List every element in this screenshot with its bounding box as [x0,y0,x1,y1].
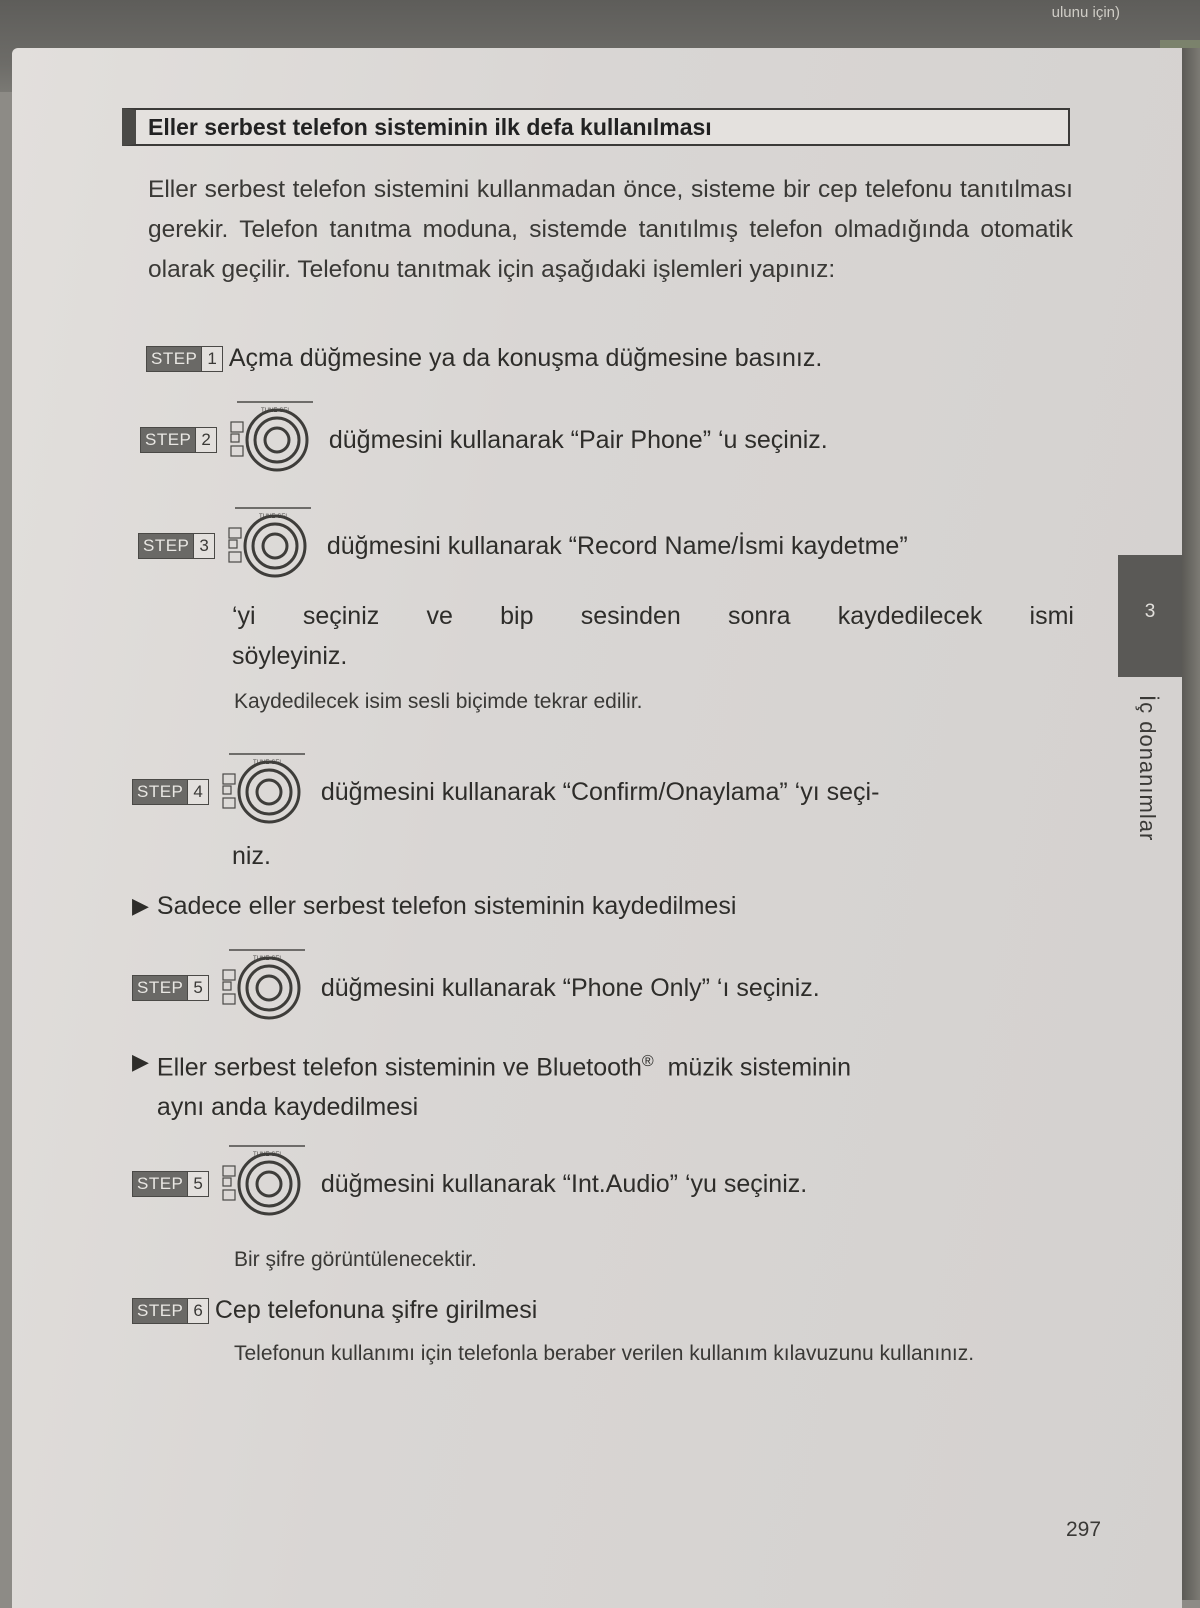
step-text: Cep telefonuna şifre girilmesi [214,1296,538,1324]
step-text: düğmesini kullanarak “Phone Only” ‘ı seçiniz. [320,973,820,1002]
step-2 [140,400,828,480]
step-text: düğmesini kullanarak “Int.Audio” ‘yu seçiniz. [320,1169,808,1198]
tune-sel-knob-icon [221,948,307,1028]
knob-caption: TUNE·SEL [252,760,283,766]
chapter-number: 3 [1144,601,1156,622]
tune-sel-knob-icon [227,506,313,586]
tune-sel-knob-icon [221,1144,307,1224]
tune-sel-knob-icon [221,752,307,832]
page-number: 297 [1066,1518,1102,1541]
step-text: düğmesini kullanarak “Confirm/Onaylama” ‘yı seçi- [320,777,880,806]
step-5-phone-only [132,948,820,1028]
page-edge [1182,48,1200,1600]
step-4 [132,752,879,832]
intro-paragraph: Eller serbest telefon sistemini kullanmadan önce, sisteme bir cep telefonu tanıtılması gerekir. Telefon tanıtma moduna, sistemde tanıtılmış telefon olmadığında otomatik olarak geçilir. Telefonu tanıtmak için aşağıdaki işlemleri yapınız: [148,176,1073,283]
step-text: Açma düğmesine ya da konuşma düğmesine basınız. [228,344,823,372]
arrow-item-text: Eller serbest telefon sisteminin ve Bluetooth® müzik sisteminin aynı anda kaydedilmesi [156,1053,851,1122]
step-text: düğmesini kullanarak “Pair Phone” ‘u seçiniz. [328,425,828,454]
step-6 [132,1296,537,1325]
step-3-continuation: ‘yi seçiniz ve bip sesinden sonra kaydedilecek ismi [232,602,1074,630]
step-3 [138,506,908,586]
step-5-note: Bir şifre görüntülenecektir. [234,1248,477,1271]
step-5-int-audio [132,1144,807,1224]
step-badge: STEP 3 [138,533,215,559]
step-text: düğmesini kullanarak “Record Name/İsmi kaydetme” [326,531,908,560]
step-badge: STEP 5 [132,975,209,1001]
step-badge: STEP 5 [132,1171,209,1197]
chapter-tab [1118,555,1182,677]
arrow-item [132,1042,1076,1127]
triangle-right-icon: ▶ [132,893,149,918]
knob-caption: TUNE·SEL [252,1152,283,1158]
step-4-continuation: niz. [232,842,271,870]
chapter-label: İç donanımlar [1135,695,1160,842]
section-title: Eller serbest telefon sisteminin ilk defa kullanılması [122,108,1070,146]
running-header: ulunu için) [1051,4,1120,21]
step-badge: STEP 2 [140,427,217,453]
tune-sel-knob-icon [229,400,315,480]
step-6-note: Telefonun kullanımı için telefonla beraber verilen kullanım kılavuzunu kullanınız. [234,1342,975,1365]
arrow-item [132,886,736,926]
step-badge: STEP 4 [132,779,209,805]
step-badge: STEP 6 [132,1298,209,1324]
step-1 [146,344,822,373]
step-3-continuation: söyleyiniz. [232,642,348,670]
step-3-note: Kaydedilecek isim sesli biçimde tekrar edilir. [234,690,643,713]
knob-caption: TUNE·SEL [258,514,289,520]
knob-caption: TUNE·SEL [260,408,291,414]
arrow-item-text: Sadece eller serbest telefon sisteminin kaydedilmesi [156,892,737,920]
knob-caption: TUNE·SEL [252,956,283,962]
step-badge: STEP 1 [146,346,223,372]
triangle-right-icon: ▶ [132,1049,149,1074]
